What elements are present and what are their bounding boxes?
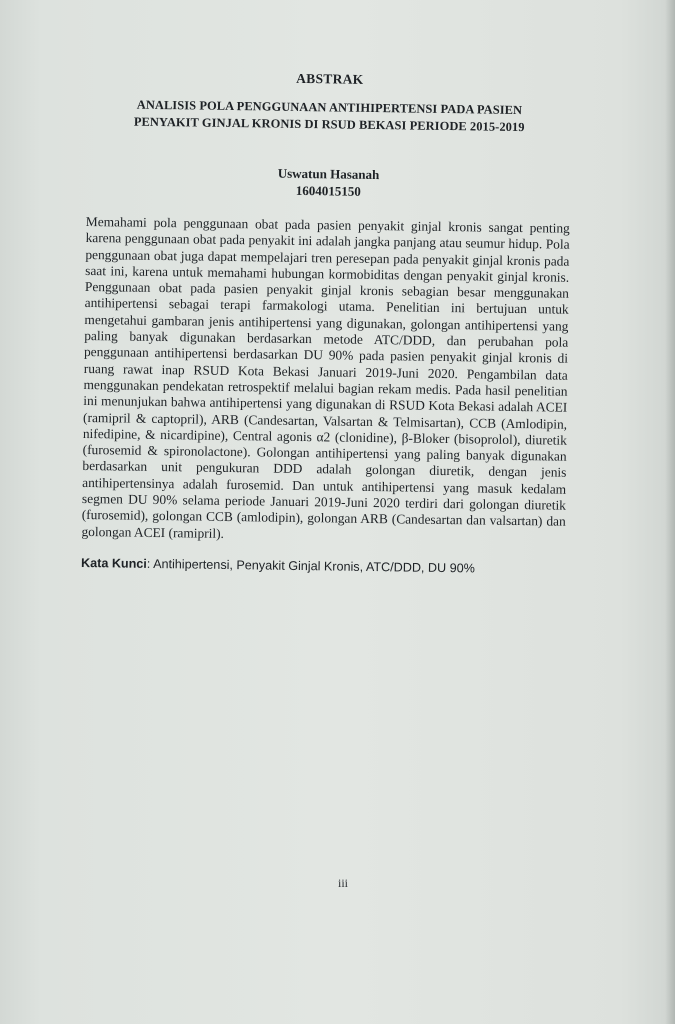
thesis-title [87,96,571,137]
page-number: iii [338,876,349,890]
author-name: Uswatun Hasanah [277,165,380,183]
abstract-content [81,68,572,577]
author-block [86,162,570,203]
keywords-line [81,556,565,577]
page-edge-shadow [665,0,675,1024]
keywords-label: Kata Kunci [80,555,147,571]
thesis-title-line-2: PENYAKIT GINJAL KRONIS DI RSUD BEKASI PERIODE 2015-2019 [133,114,525,135]
keywords-values: : Antihipertensi, Penyakit Ginjal Kronis, ATC/DDD, DU 90% [146,556,475,576]
abstract-heading: ABSTRAK [296,70,364,87]
author-student-id: 1604015150 [295,182,361,199]
abstract-body: Memahami pola penggunaan obat pada pasien penyakit ginjal kronis sangat penting karena penggunaan obat pada penyakit ini adalah jangka panjang atau seumur hidup. Pola penggunaan obat juga dapat mempelajari tren peresepan pada penyakit ginjal kronis pada saat ini, karena untuk memahami hubungan kormobiditas dengan penyakit ginjal kronis. Penggunaan obat pada pasien penyakit ginjal kronis sebagian besar menggunakan antihipertensi sebagai terapi farmakologi utama. Penelitian ini bertujuan untuk mengetahui gambaran jenis antihipertensi yang digunakan, golongan antihipertensi yang paling banyak digunakan berdasarkan metode ATC/DDD, dan perubahan pola penggunaan antihipertensi berdasarkan DU 90% pada pasien penyakit ginjal kronis di ruang rawat inap RSUD Kota Bekasi Januari 2019-Juni 2020. Pengambilan data menggunakan pendekatan retrospektif melalui bagian rekam medis. Pada hasil penelitian ini menunjukan bahwa antihipertensi yang digunakan di RSUD Kota Bekasi adalah ACEI (ramipril & captopril), ARB (Candesartan, Valsartan & Telmisartan), CCB (Amlodipin, nifedipine, & nicardipine), Central agonis α2 (clonidine), β-Bloker (bisoprolol), diuretik (furosemid & spironolactone). Golongan antihipertensi yang paling banyak digunakan berdasarkan unit pengukuran DDD adalah golongan diuretik, dengan jenis antihipertensinya adalah furosemid. Dan untuk antihipertensi yang masuk kedalam segmen DU 90% selama periode Januari 2019-Juni 2020 terdiri dari golongan diuretik (furosemid), golongan CCB (amlodipin), golongan ARB (Candesartan dan valsartan) dan golongan ACEI (ramipril). [81,213,570,541]
thesis-title-line-1: ANALISIS POLA PENGGUNAAN ANTIHIPERTENSI PADA PASIEN [136,97,523,118]
